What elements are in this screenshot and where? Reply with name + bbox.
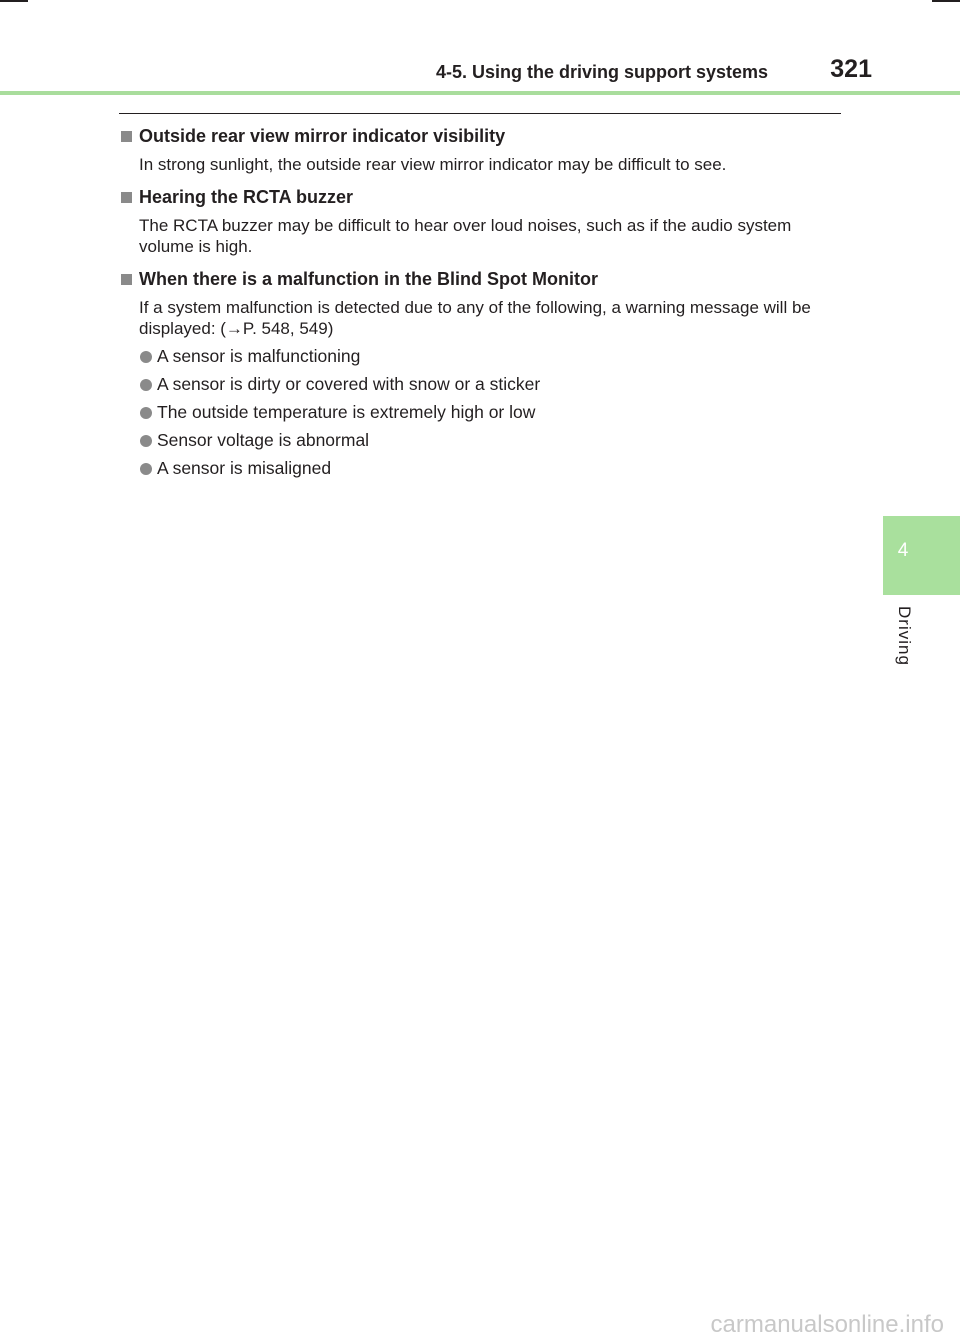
- circle-bullet-icon: [140, 379, 152, 391]
- circle-bullet-icon: [140, 351, 152, 363]
- list-item-text: A sensor is dirty or covered with snow or a sticker: [157, 374, 541, 394]
- list-item: [139, 374, 841, 395]
- section-title: [119, 125, 841, 148]
- header-rule: [0, 91, 960, 95]
- section-mirror-indicator: [119, 125, 841, 175]
- content-top-rule: [119, 113, 841, 114]
- list-item: [139, 346, 841, 367]
- page-header: [0, 0, 960, 95]
- chapter-label: Driving: [895, 606, 914, 666]
- malfunction-list: [119, 346, 841, 479]
- list-item: [139, 430, 841, 451]
- section-title-text: Hearing the RCTA buzzer: [139, 187, 354, 207]
- section-rcta-buzzer: [119, 186, 841, 257]
- section-body: In strong sunlight, the outside rear view mirror indicator may be difficult to see.: [139, 155, 727, 174]
- section-bsm-malfunction: [119, 268, 841, 479]
- square-icon: [121, 131, 132, 142]
- section-body: If a system malfunction is detected due to any of the following, a warning message will be displayed: (→P. 548, 549): [139, 298, 811, 338]
- section-body: The RCTA buzzer may be difficult to hear over loud noises, such as if the audio system volume is high.: [139, 216, 792, 256]
- chapter-number: 4: [897, 540, 909, 561]
- list-item: [139, 458, 841, 479]
- section-title-text: Outside rear view mirror indicator visibility: [139, 126, 506, 146]
- list-item-text: The outside temperature is extremely high or low: [157, 402, 536, 422]
- square-icon: [121, 274, 132, 285]
- circle-bullet-icon: [140, 463, 152, 475]
- list-item-text: A sensor is misaligned: [157, 458, 332, 478]
- circle-bullet-icon: [140, 435, 152, 447]
- circle-bullet-icon: [140, 407, 152, 419]
- page-number: 321: [830, 55, 872, 83]
- square-icon: [121, 192, 132, 203]
- list-item-text: Sensor voltage is abnormal: [157, 430, 370, 450]
- header-section-title: 4-5. Using the driving support systems: [436, 62, 769, 82]
- list-item: [139, 402, 841, 423]
- section-title: [119, 268, 841, 291]
- section-title: [119, 186, 841, 209]
- page-content: [119, 113, 841, 486]
- watermark[interactable]: carmanualsonline.info: [710, 1311, 944, 1338]
- section-title-text: When there is a malfunction in the Blind Spot Monitor: [139, 269, 598, 289]
- chapter-tab: [883, 516, 960, 595]
- list-item-text: A sensor is malfunctioning: [157, 346, 361, 366]
